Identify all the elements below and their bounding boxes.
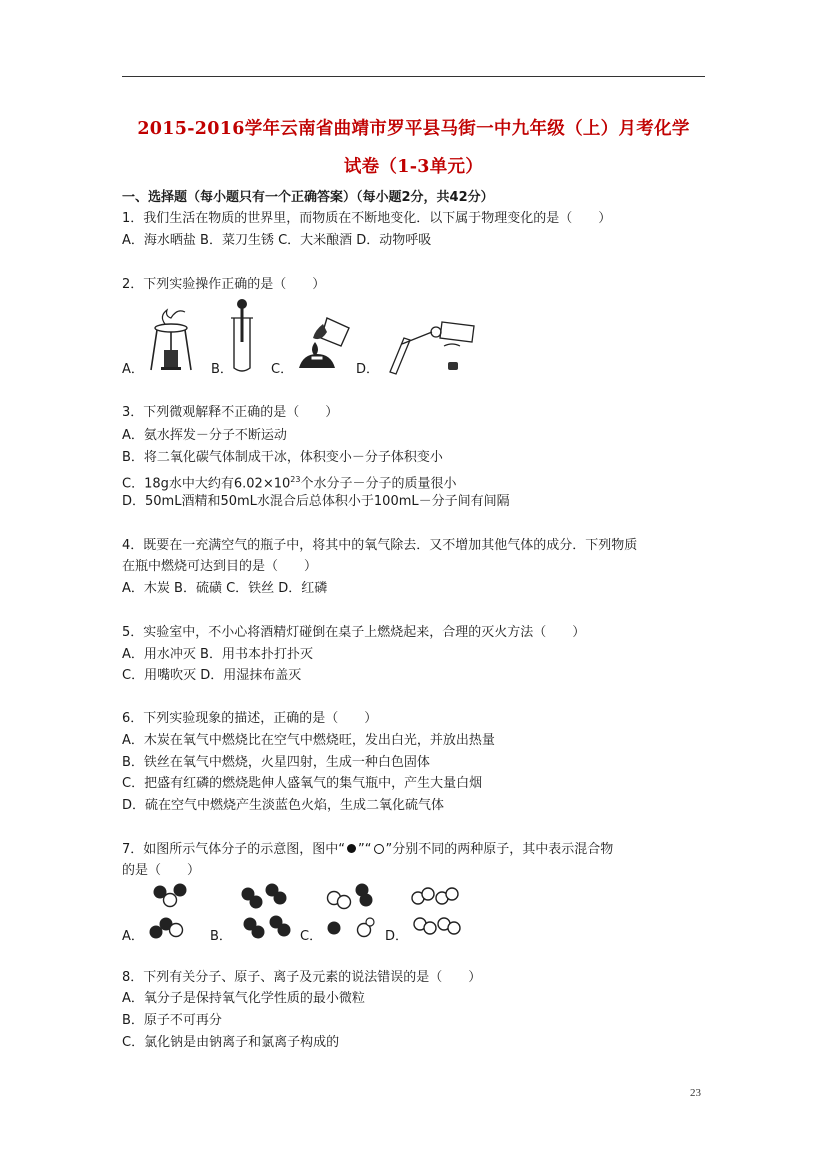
- black-atom-icon: [347, 844, 356, 853]
- q5-options-line2: C．用嘴吹灭 D．用湿抹布盖灭: [122, 668, 302, 683]
- molecule-figure-b: [236, 880, 298, 940]
- q4-stem-line1: 4．既要在一充满空气的瓶子中，将其中的氧气除去．又不增加其他气体的成分．下列物质: [122, 538, 638, 553]
- header-rule: [122, 76, 705, 77]
- tripod-heating-figure: [145, 304, 197, 374]
- q1-stem: 1．我们生活在物质的世界里，而物质在不断地变化．以下属于物理变化的是（ ）: [122, 211, 612, 226]
- q3-option-d: D．50mL酒精和50mL水混合后总体积小于100mL－分子间有间隔: [122, 494, 510, 509]
- q4-stem-line2: 在瓶中燃烧可达到目的是（ ）: [122, 559, 318, 574]
- q6-option-b: B．铁丝在氧气中燃烧，火星四射，生成一种白色固体: [122, 755, 430, 770]
- exponent: 23: [290, 475, 301, 484]
- q2-label-c: C．: [271, 362, 294, 377]
- q5-stem: 5．实验室中，不小心将酒精灯碰倒在桌子上燃烧起来，合理的灭火方法（ ）: [122, 625, 586, 640]
- q8-option-c: C．氯化钠是由钠离子和氯离子构成的: [122, 1035, 340, 1050]
- q3-stem: 3．下列微观解释不正确的是（ ）: [122, 405, 339, 420]
- q3-option-c: C．18g水中大约有$6.02\times 10^{23}$个水分子－分子的质量很小: [122, 475, 457, 492]
- q4-options: A．木炭 B．硫磺 C．铁丝 D．红磷: [122, 581, 328, 596]
- q3-option-a: A．氨水挥发－分子不断运动: [122, 428, 287, 443]
- exam-title-line2: 试卷（1-3单元）: [343, 157, 484, 177]
- q7-label-c: C．: [300, 929, 323, 944]
- q7-stem-line2: 的是（ ）: [122, 863, 201, 878]
- q2-label-b: B．: [211, 362, 233, 377]
- page-number: 23: [690, 1087, 701, 1099]
- exam-title-line1: 2015-2016学年云南省曲靖市罗平县马街一中九年级（上）月考化学: [137, 119, 690, 139]
- q7-stem-line1: 7．如图所示气体分子的示意图，图中“ ”“ ”分别不同的两种原子，其中表示混合物: [122, 842, 614, 857]
- q6-option-c: C．把盛有红磷的燃烧匙伸人盛氧气的集气瓶中，产生大量白烟: [122, 776, 483, 791]
- q2-stem: 2．下列实验操作正确的是（ ）: [122, 277, 326, 292]
- q2-label-a: A．: [122, 362, 144, 377]
- q7-label-a: A．: [122, 929, 144, 944]
- q8-option-a: A．氧分子是保持氧气化学性质的最小微粒: [122, 991, 365, 1006]
- alcohol-lamp-figure: [293, 316, 353, 374]
- molecule-figure-c: [322, 880, 378, 940]
- q6-option-a: A．木炭在氧气中燃烧比在空气中燃烧旺，发出白光，并放出热量: [122, 733, 495, 748]
- q6-option-d: D．硫在空气中燃烧产生淡蓝色火焰，生成二氧化硫气体: [122, 798, 445, 813]
- q1-options: A．海水晒盐 B．菜刀生锈 C．大米酿酒 D．动物呼吸: [122, 233, 432, 248]
- q5-options-line1: A．用水冲灭 B．用书本扑打扑灭: [122, 647, 313, 662]
- q7-label-d: D．: [385, 929, 409, 944]
- molecule-figure-a: [146, 880, 198, 940]
- q6-stem: 6．下列实验现象的描述，正确的是（ ）: [122, 711, 378, 726]
- white-atom-icon: [374, 844, 384, 854]
- q8-option-b: B．原子不可再分: [122, 1013, 222, 1028]
- molecule-figure-d: [408, 884, 464, 940]
- q3-option-b: B．将二氧化碳气体制成干冰，体积变小－分子体积变小: [122, 450, 443, 465]
- q7-label-b: B．: [210, 929, 232, 944]
- pouring-liquid-figure: [382, 318, 477, 376]
- section-heading: 一、选择题（每小题只有一个正确答案）（每小题2分，共42分）: [122, 190, 494, 205]
- q2-label-d: D．: [356, 362, 380, 377]
- q8-stem: 8．下列有关分子、原子、离子及元素的说法错误的是（ ）: [122, 970, 482, 985]
